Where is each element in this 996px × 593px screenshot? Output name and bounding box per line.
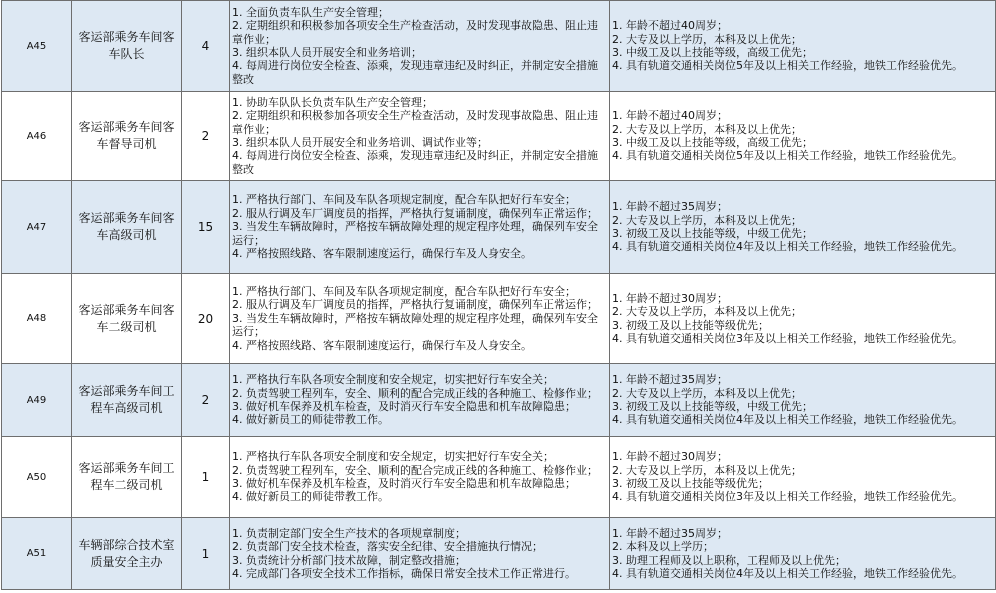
requirement-line: 4. 具有轨道交通相关岗位3年及以上相关工作经验，地铁工作经验优先。 — [612, 490, 963, 504]
post-code: A50 — [2, 437, 72, 518]
duty-line: 1. 严格执行部门、车间及车队各项规定制度，配合车队把好行车安全； — [232, 284, 576, 298]
requirement-line: 2. 大专及以上学历，本科及以上优先； — [612, 463, 802, 477]
duties-cell — [230, 1, 610, 92]
duty-line: 1. 协助车队队长负责车队生产安全管理； — [232, 95, 433, 109]
duty-line: 3. 当发生车辆故障时，严格按车辆故障处理的规定程序处理，确保列车安全运行； — [232, 220, 598, 247]
headcount: 2 — [182, 92, 230, 181]
headcount: 1 — [182, 518, 230, 590]
duty-line: 2. 负责部门安全技术检查，落实安全纪律、安全措施执行情况； — [232, 540, 543, 554]
post-code: A48 — [2, 274, 72, 364]
requirement-line: 2. 大专及以上学历，本科及以上优先； — [612, 32, 802, 46]
requirement-line: 3. 初级工及以上技能等级，中级工优先； — [612, 400, 813, 413]
table-row — [2, 181, 996, 274]
duty-line: 3. 做好机车保养及机车检查，及时消灭行车安全隐患和机车故障隐患； — [232, 400, 576, 413]
table-row — [2, 274, 996, 364]
post-code: A47 — [2, 181, 72, 274]
table-row — [2, 364, 996, 437]
requirement-line: 3. 初级工及以上技能等级，中级工优先； — [612, 227, 813, 240]
requirement-line: 1. 年龄不超过40周岁； — [612, 19, 728, 33]
duty-line: 1. 严格执行车队各项安全制度和安全规定，切实把好行车安全关； — [232, 450, 554, 464]
requirements-cell — [610, 364, 996, 437]
post-title: 客运部乘务车间客车高级司机 — [72, 181, 182, 274]
duty-line: 3. 当发生车辆故障时，严格按车辆故障处理的规定程序处理，确保列车安全运行； — [232, 311, 598, 339]
post-code: A51 — [2, 518, 72, 590]
requirement-line: 1. 年龄不超过40周岁； — [612, 109, 728, 123]
duty-line: 4. 严格按照线路、客车限制速度运行，确保行车及人身安全。 — [232, 338, 532, 352]
post-title: 客运部乘务车间工程车高级司机 — [72, 364, 182, 437]
requirements-cell — [610, 437, 996, 518]
duty-line: 4. 每周进行岗位安全检查、添乘，发现违章违纪及时纠正，并制定安全措施整改 — [232, 149, 598, 176]
duty-line: 2. 负责驾驶工程列车，安全、顺利的配合完成正线的各种施工、检修作业； — [232, 463, 598, 477]
duty-line: 4. 做好新员工的师徒带教工作。 — [232, 490, 389, 504]
duty-line: 1. 严格执行部门、车间及车队各项规定制度，配合车队把好行车安全； — [232, 193, 576, 207]
requirements-cell — [610, 92, 996, 181]
table-row — [2, 92, 996, 181]
requirement-line: 1. 年龄不超过35周岁； — [612, 200, 728, 214]
duty-line: 2. 定期组织和积极参加各项安全生产检查活动，及时发现事故隐患、阻止违章作业； — [232, 109, 598, 136]
recruitment-table — [1, 0, 996, 590]
duty-line: 3. 负责统计分析部门技术故障，制定整改措施； — [232, 553, 466, 567]
duty-line: 1. 严格执行车队各项安全制度和安全规定，切实把好行车安全关； — [232, 373, 554, 387]
duties-cell — [230, 92, 610, 181]
post-code: A45 — [2, 1, 72, 92]
duty-line: 2. 定期组织和积极参加各项安全生产检查活动，及时发现事故隐患、阻止违章作业； — [232, 19, 598, 46]
requirements-cell — [610, 518, 996, 590]
requirement-line: 1. 年龄不超过35周岁； — [612, 373, 728, 387]
requirement-line: 3. 初级工及以上技能等级优先； — [612, 477, 769, 490]
headcount: 15 — [182, 181, 230, 274]
table-row — [2, 437, 996, 518]
headcount: 4 — [182, 1, 230, 92]
duty-line: 4. 完成部门各项安全技术工作指标，确保日常安全技术工作正常进行。 — [232, 566, 576, 580]
requirement-line: 1. 年龄不超过35周岁； — [612, 526, 728, 540]
requirement-line: 4. 具有轨道交通相关岗位4年及以上相关工作经验，地铁工作经验优先。 — [612, 413, 963, 427]
requirement-line: 4. 具有轨道交通相关岗位5年及以上相关工作经验，地铁工作经验优先。 — [612, 149, 963, 163]
duty-line: 2. 服从行调及车厂调度员的指挥，严格执行复诵制度，确保列车正常运作； — [232, 206, 598, 220]
requirements-cell — [610, 274, 996, 364]
post-title: 客运部乘务车间客车队长 — [72, 1, 182, 92]
duties-cell — [230, 181, 610, 274]
duties-cell — [230, 437, 610, 518]
duty-line: 2. 负责驾驶工程列车，安全、顺利的配合完成正线的各种施工、检修作业； — [232, 386, 598, 400]
duty-line: 4. 做好新员工的师徒带教工作。 — [232, 413, 389, 427]
duties-cell — [230, 364, 610, 437]
post-title: 客运部乘务车间工程车二级司机 — [72, 437, 182, 518]
requirement-line: 3. 中级工及以上技能等级，高级工优先； — [612, 136, 813, 149]
requirement-line: 2. 大专及以上学历，本科及以上优先； — [612, 122, 802, 136]
duty-line: 3. 组织本队人员开展安全和业务培训、调试作业等； — [232, 136, 488, 149]
requirement-line: 2. 大专及以上学历，本科及以上优先； — [612, 386, 802, 400]
headcount: 20 — [182, 274, 230, 364]
requirements-cell — [610, 181, 996, 274]
requirement-line: 1. 年龄不超过30周岁； — [612, 291, 728, 305]
requirement-line: 4. 具有轨道交通相关岗位3年及以上相关工作经验，地铁工作经验优先。 — [612, 331, 963, 345]
post-title: 车辆部综合技术室质量安全主办 — [72, 518, 182, 590]
duties-cell — [230, 274, 610, 364]
headcount: 2 — [182, 364, 230, 437]
requirement-line: 1. 年龄不超过30周岁； — [612, 450, 728, 464]
requirement-line: 3. 中级工及以上技能等级，高级工优先； — [612, 46, 813, 59]
post-code: A46 — [2, 92, 72, 181]
table-row — [2, 518, 996, 590]
duty-line: 2. 服从行调及车厂调度员的指挥，严格执行复诵制度，确保列车正常运作； — [232, 298, 598, 312]
duty-line: 1. 全面负责车队生产安全管理； — [232, 5, 389, 19]
requirement-line: 4. 具有轨道交通相关岗位4年及以上相关工作经验，地铁工作经验优先。 — [612, 566, 963, 580]
duties-cell — [230, 518, 610, 590]
requirement-line: 4. 具有轨道交通相关岗位5年及以上相关工作经验，地铁工作经验优先。 — [612, 59, 963, 73]
post-title: 客运部乘务车间客车二级司机 — [72, 274, 182, 364]
requirement-line: 3. 助理工程师及以上职称，工程师及以上优先； — [612, 553, 846, 567]
duty-line: 1. 负责制定部门安全生产技术的各项规章制度； — [232, 526, 466, 540]
requirement-line: 2. 大专及以上学历，本科及以上优先； — [612, 213, 802, 227]
post-code: A49 — [2, 364, 72, 437]
duty-line: 3. 做好机车保养及机车检查，及时消灭行车安全隐患和机车故障隐患； — [232, 477, 576, 490]
headcount: 1 — [182, 437, 230, 518]
requirement-line: 2. 本科及以上学历； — [612, 540, 714, 554]
table-row — [2, 1, 996, 92]
duty-line: 3. 组织本队人员开展安全和业务培训； — [232, 46, 422, 59]
requirements-cell — [610, 1, 996, 92]
requirement-line: 3. 初级工及以上技能等级优先； — [612, 318, 769, 332]
requirement-line: 4. 具有轨道交通相关岗位4年及以上相关工作经验，地铁工作经验优先。 — [612, 240, 963, 254]
requirement-line: 2. 大专及以上学历，本科及以上优先； — [612, 305, 802, 319]
duty-line: 4. 严格按照线路、客车限制速度运行，确保行车及人身安全。 — [232, 247, 532, 261]
duty-line: 4. 每周进行岗位安全检查、添乘，发现违章违纪及时纠正，并制定安全措施整改 — [232, 59, 598, 86]
post-title: 客运部乘务车间客车督导司机 — [72, 92, 182, 181]
